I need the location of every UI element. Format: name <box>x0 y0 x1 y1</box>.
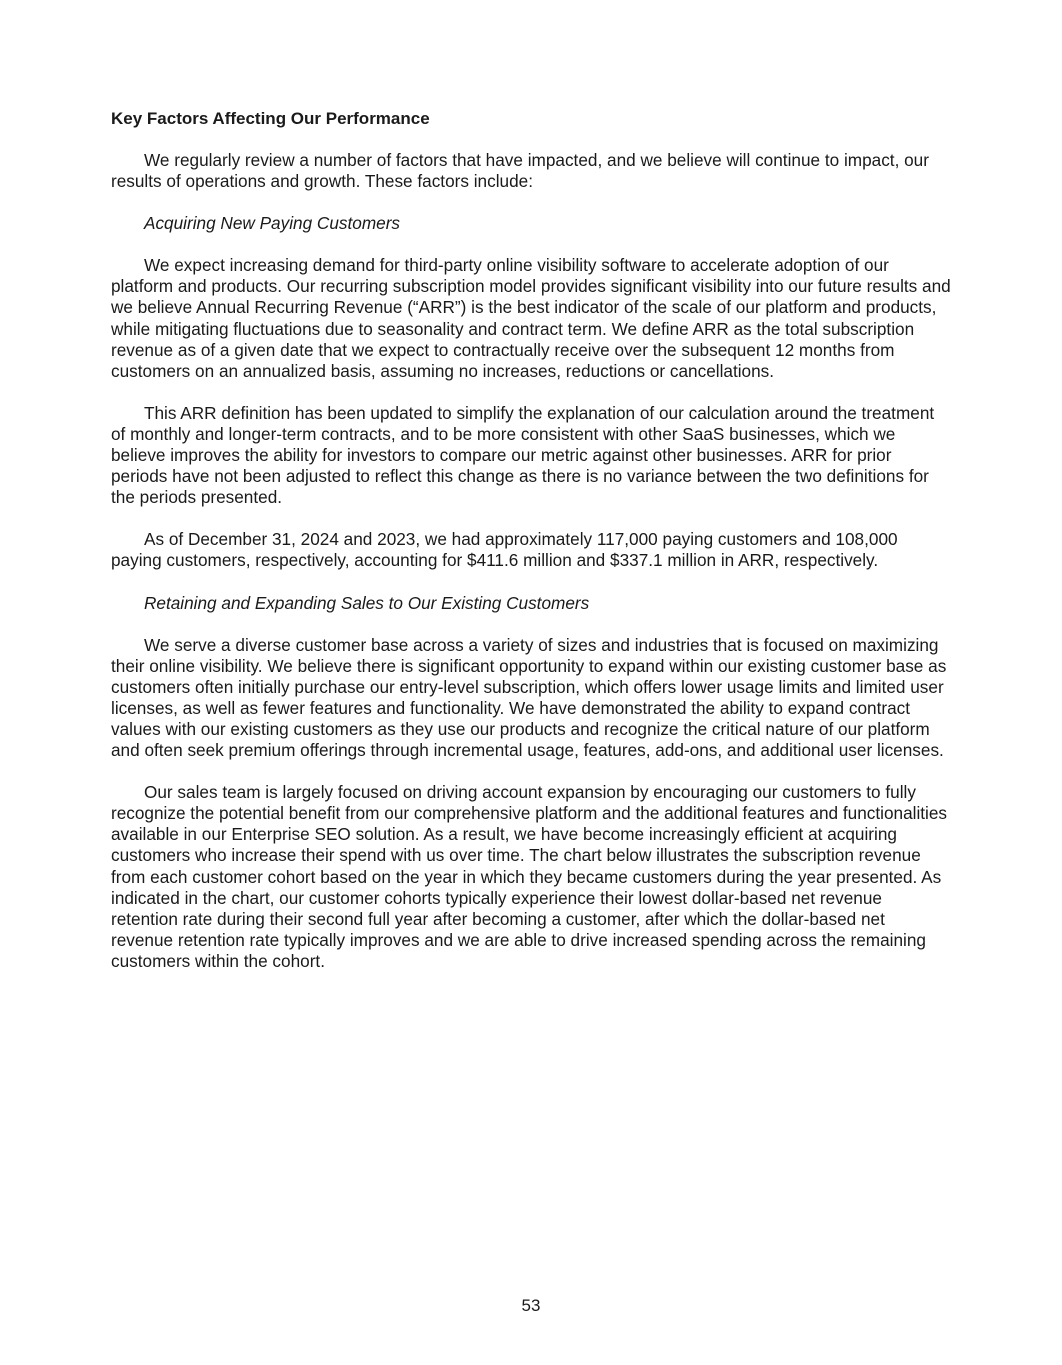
paragraph-customer-base: We serve a diverse customer base across a variety of sizes and industries that is focused on maximizing their online visibility. We believe there is significant opportunity to expand within our existing customer base as customers often initially purchase our entry-level subscription, which offers lower usage limits and limited user licenses, as well as fewer features and functionality. We have demonstrated the ability to expand contract values with our existing customers as they use our products and recognize the critical nature of our platform and often seek premium offerings through incremental usage, features, add-ons, and additional user licenses. <box>111 634 947 761</box>
subheading-acquiring-customers: Acquiring New Paying Customers <box>144 213 401 234</box>
paragraph-arr-demand: We expect increasing demand for third-party online visibility software to accelerate adoption of our platform and products. Our recurring subscription model provides significant visibility into our future results and we believe Annual Recurring Revenue (“ARR”) is the best indicator of the scale of our platform and products, while mitigating fluctuations due to seasonality and contract term. We define ARR as the total subscription revenue as of a given date that we expect to contractually receive over the subsequent 12 months from customers on an annualized basis, assuming no increases, reductions or cancellations. <box>111 255 951 381</box>
document-body <box>111 108 951 993</box>
paragraph-arr-definition: This ARR definition has been updated to simplify the explanation of our calculation around the treatment of monthly and longer-term contracts, and to be more consistent with other SaaS businesses, which we believe improves the ability for investors to compare our metric against other businesses. ARR for prior periods have not been adjusted to reflect this change as there is no variance between the two definitions for the periods presented. <box>111 402 935 508</box>
paragraph-sales-team: Our sales team is largely focused on driving account expansion by encouraging our customers to fully recognize the potential benefit from our comprehensive platform and the additional features and functionalities available in our Enterprise SEO solution. As a result, we have become increasingly efficient at acquiring customers who increase their spend with us over time. The chart below illustrates the subscription revenue from each customer cohort based on the year in which they became customers during the year presented. As indicated in the chart, our customer cohorts typically experience their lowest dollar-based net revenue retention rate during their second full year after becoming a customer, after which the dollar-based net revenue retention rate typically improves and we are able to drive increased spending across the remaining customers within the cohort. <box>111 782 948 971</box>
section-heading: Key Factors Affecting Our Performance <box>111 109 430 128</box>
subheading-retaining-customers: Retaining and Expanding Sales to Our Existing Customers <box>144 592 590 613</box>
page-number: 53 <box>521 1296 541 1315</box>
intro-paragraph: We regularly review a number of factors that have impacted, and we believe will continue to impact, our results of operations and growth. These factors include: <box>111 150 929 192</box>
paragraph-paying-customers: As of December 31, 2024 and 2023, we had approximately 117,000 paying customers and 108,000 paying customers, respectively, accounting for $411.6 million and $337.1 million in ARR, respectively. <box>111 529 898 571</box>
